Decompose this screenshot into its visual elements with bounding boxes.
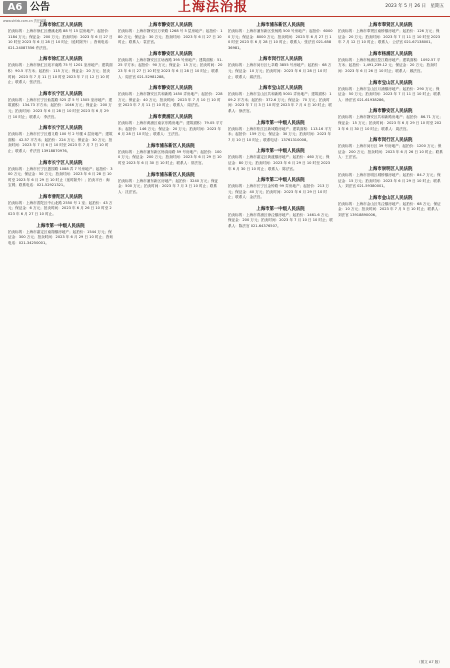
page-number-badge: A6	[3, 1, 27, 14]
notice	[118, 172, 223, 196]
notice	[228, 120, 333, 144]
notice	[338, 108, 443, 132]
notice	[118, 143, 223, 167]
notice-title: 上海市徐汇区人民法院	[38, 57, 83, 63]
notice	[228, 85, 333, 114]
notice-title: 上海市长宁区人民法院	[38, 160, 83, 166]
notice	[338, 80, 443, 104]
notice	[228, 56, 333, 80]
notice	[338, 22, 443, 46]
notice-body: 拍卖标的：上海市普陀区中山北路 2550 号 1 室；起拍价：43 万元；保证金：6 万元；拍卖时间：2023 年 6 月 26 日 10 时至 2023 年 6 月 27 日 10 时止。	[8, 200, 113, 217]
notice-title: 上海市长宁区人民法院	[38, 126, 83, 132]
notice	[338, 195, 443, 219]
notice-body: 拍卖标的：上海市宝山区共和新路 5001 弄房地产；建筑面积：109.2 平方米；起拍价：372.6 万元；保证金：70 万元；拍卖时间：2023 年 7 月 3 日 10 时至 2023 年 7 月 4 日 10 时止；联系人：徐法官。	[228, 92, 333, 113]
notice-title: 上海市金山区人民法院	[368, 195, 413, 201]
notice-title: 上海市宝山区人民法院	[368, 80, 413, 86]
notice	[118, 85, 223, 109]
notice-body: 拍卖标的：上海市嘉定区黄渡镇房地产；起拍价：460 万元；保证金：80 万元；拍卖时间：2023 年 6 月 29 日 10 时至 2023 年 6 月 30 日 10 时止；联系人：陈法官。	[228, 155, 331, 171]
column-1	[8, 22, 113, 251]
notice	[8, 160, 113, 189]
notice	[8, 22, 113, 51]
notice-body: 拍卖标的：上海市金山区朱泾镇房地产；起拍价：68 万元；保证金：10 万元；拍卖时间：2023 年 7 月 5 日 10 时止；联系人：刘法官 13918890006。	[338, 201, 442, 217]
notice-title: 上海市静安区人民法院	[148, 86, 193, 92]
notice-body: 拍卖标的：上海市青浦区徐泾镇房地产；起拍价：1461.6 万元；保证金：200 万元；拍卖时间：2023 年 7 月 10 日 10 时止；联系人：陈法官 021-64376507。	[228, 212, 333, 229]
notice-title: 上海市第二中级人民法院	[256, 178, 305, 184]
notice-title: 上海市静安区人民法院	[368, 109, 413, 115]
masthead-logo: 上海法治报	[178, 0, 249, 15]
column-3	[228, 22, 333, 235]
notice-body: 拍卖标的：上海市长宁区遵义路 100 号 2 号楼 4 层房地产；建筑面积：42.57 平方米；起拍价：224 万元；保证金：30 万元；拍卖时间：2023 年 7 月 6 日 10 时至 2023 年 7 月 7 日 10 时止；联系人：许法官 13918870976。	[8, 132, 113, 153]
notice-body: 拍卖标的：上海市徐汇区宛平南路 75 号 1201 室房地产；建筑面积：90.5 平方米；起拍价：115 万元；保证金：20 万元；拍卖时间：2023 年 7 月 11 日 10 时至 2023 年 7 月 12 日 10 时止；联系人：张法官。	[8, 63, 113, 85]
issue-date: 2023 年 5 月 26 日 星期五	[385, 4, 444, 9]
notice-title: 上海市普陀区人民法院	[38, 194, 83, 200]
notice	[228, 177, 333, 201]
notice-body: 拍卖标的：上海市长宁区仙霞路 525 弄 5 号 1505 室房地产；建筑面积：134.73 平方米；起拍价：1046 万元；保证金：200 万元；拍卖时间：2023 年 6 月 28 日 10 时至 2023 年 6 月 29 日 10 时止；联系人：李法官。	[8, 97, 113, 119]
notice-body: 拍卖标的：上海市奉贤区南桥镇房地产；起拍价：126 万元；保证金：20 万元；拍卖时间：2023 年 7 月 11 日 10 时至 2023 年 7 月 12 日 10 时止；联系人：公法官 021-67138001。	[338, 29, 441, 45]
notice-body: 拍卖标的：上海市闵行区 39 号房地产；起拍价：1200 万元；保证金：200 万元；拍卖时间：2023 年 6 月 26 日 10 时止；联系人：王法官。	[338, 144, 443, 160]
notice	[338, 51, 443, 75]
notice-title: 上海市第一中级人民法院	[256, 149, 305, 155]
notice-body: 拍卖标的：上海市浦东新区张杨路 500 号房地产；起拍价：60000 万元；保证金：8000 万元；拍卖时间：2023 年 6 月 27 日 10 时至 2023 年 6 月 28 日 10 时止；联系人：张法官 021-65836981。	[228, 29, 333, 50]
notice-body: 拍卖标的：上海市静安区江场西路 395 号房地产；建筑面积：51.25 平方米；起拍价：90 万元；保证金：15 万元；拍卖时间：2023 年 6 月 27 日 10 时至 2023 年 6 月 28 日 10 时止；联系人：周法官 021-52981288。	[118, 57, 223, 79]
notice-title: 上海市第一中级人民法院	[36, 223, 85, 229]
notice-body: 拍卖标的：上海市嘉定区南翔镇房地产；起拍价：1544 万元；保证金：300 万元；拍卖时间：2023 年 6 月 29 日 10 时止；咨询电话：021-34250001。	[8, 229, 113, 245]
notice-title: 上海市徐汇区人民法院	[38, 23, 83, 28]
notice-title: 上海市杨浦区人民法院	[368, 51, 413, 57]
column-2	[118, 22, 223, 200]
notice-title: 上海市闵行区人民法院	[368, 138, 413, 144]
notice-body: 拍卖标的：上海市宝山区月浦镇房地产；起拍价：290 万元；保证金：50 万元；拍卖时间：2023 年 7 月 11 日 10 时止；联系人：徐法官 021-61938286。	[338, 86, 441, 102]
notice	[8, 223, 113, 247]
notice-body: 拍卖标的：上海市长宁区金钟路 99 弄房地产；起拍价：213 万元；保证金：40 万元；拍卖时间：2023 年 6 月 29 日 10 时止；联系人：金法官。	[228, 184, 330, 200]
notice-body: 拍卖标的：上海市静安区万荣路 1268 号 5 层房地产；起拍价：180 万元；保证金：30 万元；拍卖时间：2023 年 6 月 27 日 10 时止；联系人：袁法官。	[118, 29, 223, 45]
notice-body: 拍卖标的：上海市浦东新区杨高南路 59 号房地产；起拍价：1000 万元；保证金：200 万元；拍卖时间：2023 年 6 月 29 日 10 时至 2023 年 6 月 30 日 10 时止；联系人：常法官。	[118, 149, 222, 165]
column-4	[338, 22, 443, 223]
page-footer: （图文 A7 版）	[417, 660, 442, 664]
notice-title: 上海市静安区人民法院	[148, 23, 193, 28]
notice-body: 拍卖标的：上海市黄浦区南京东路房地产；建筑面积：79.05 平方米；起拍价：146 万元；保证金：20 万元；拍卖时间：2023 年 6 月 28 日 10 时止；联系人：王法官。	[118, 120, 223, 137]
notice	[228, 148, 333, 172]
notice-title: 上海市宝山区人民法院	[258, 86, 303, 92]
notice-title: 上海市第一中级人民法院	[256, 206, 305, 212]
page-header	[0, 0, 450, 17]
notice-title: 上海市黄浦区人民法院	[148, 114, 193, 120]
notice	[8, 194, 113, 218]
notice-title: 上海市浦东新区人民法院	[146, 172, 195, 178]
notice	[228, 206, 333, 230]
notice	[8, 56, 113, 85]
section-title: 公告	[30, 2, 50, 13]
notice	[228, 22, 333, 51]
notice-body: 拍卖标的：上海市静安区共和新路 1450 弄房地产；起拍价：228 万元；保证金：40 万元；拍卖时间：2023 年 7 月 10 日 10 时至 2023 年 7 月 11 日 10 时止；联系人：周法官。	[118, 92, 223, 108]
notice-title: 上海市奉贤区人民法院	[368, 23, 413, 28]
notice	[8, 125, 113, 154]
notice-title: 上海市闵行区人民法院	[258, 57, 303, 63]
notice-title: 上海市浦东新区人民法院	[256, 23, 305, 28]
notice-title: 上海市第一中级人民法院	[256, 120, 305, 126]
notice-body: 拍卖标的：上海市静安区共和新路房地产；起拍价：86.71 万元；保证金：15 万元；拍卖时间：2023 年 6 月 29 日 10 时至 2023 年 6 月 30 日 10 时止；联系人：周法官。	[338, 115, 443, 131]
notice-body: 拍卖标的：上海市闵行区七莘路 3855 号房地产；起拍价：68 万元；保证金：10 万元；拍卖时间：2023 年 6 月 28 日 10 时止；联系人：翁法官。	[228, 63, 332, 79]
notice-body: 拍卖标的：上海市松江区新城路房地产；建筑面积：113.16 平方米；起拍价：159 万元；保证金：30 万元；拍卖时间：2023 年 7 月 10 日 10 时止；联系电话：13761310008。	[228, 126, 332, 142]
notice-title: 上海市浦东新区人民法院	[146, 143, 195, 149]
notice-body: 拍卖标的：上海市浦东新区房地产；起拍价：3240 万元；保证金：500 万元；拍卖时间：2023 年 7 月 3 日 10 时止；联系人：沈法官。	[118, 178, 219, 194]
notice-title: 上海市崇明区人民法院	[368, 166, 413, 172]
notice-body: 拍卖标的：上海市杨浦区控江路房地产；建筑面积：1092.57 平方米；起拍价：1,491,239.12 元；保证金：20 万元；拍卖时间：2023 年 6 月 26 日 10 时止；联系人：顾法官。	[338, 57, 441, 73]
notice	[118, 51, 223, 80]
notice-body: 拍卖标的：上海市崇明区城桥镇房地产；起拍价：84.7 万元；保证金：15 万元；拍卖时间：2023 年 6 月 29 日 10 时止；联系人：刘法官 021-59380001。	[338, 172, 441, 189]
notice	[338, 137, 443, 161]
notice	[8, 91, 113, 120]
notice-title: 上海市静安区人民法院	[148, 51, 193, 57]
website-url: www.shfzb.com.cn 责任编辑	[3, 19, 47, 23]
notice	[118, 22, 223, 46]
notice	[338, 166, 443, 190]
notice-body: 拍卖标的：上海市长宁区愚园路 1088 弄 7 号房地产；起拍价：300 万元；保证金：50 万元；拍卖时间：2023 年 6 月 28 日 10 时至 2023 年 6 月 29 日 10 时止（延时除外）；拍卖平台：淘宝网；联系电话：021-52921321。	[8, 166, 113, 188]
notice	[118, 114, 223, 138]
notice-title: 上海市长宁区人民法院	[38, 91, 83, 97]
notice-body: 拍卖标的：上海市徐汇区漕溪北路 88 号 15 层房地产；起拍价：1184 万元；保证金：200 万元；拍卖时间：2023 年 6 月 27 日 10 时至 2023 年 6 月 28 日 10 时止（延时除外）；咨询电话：021-24087556 许法官。	[8, 29, 113, 50]
